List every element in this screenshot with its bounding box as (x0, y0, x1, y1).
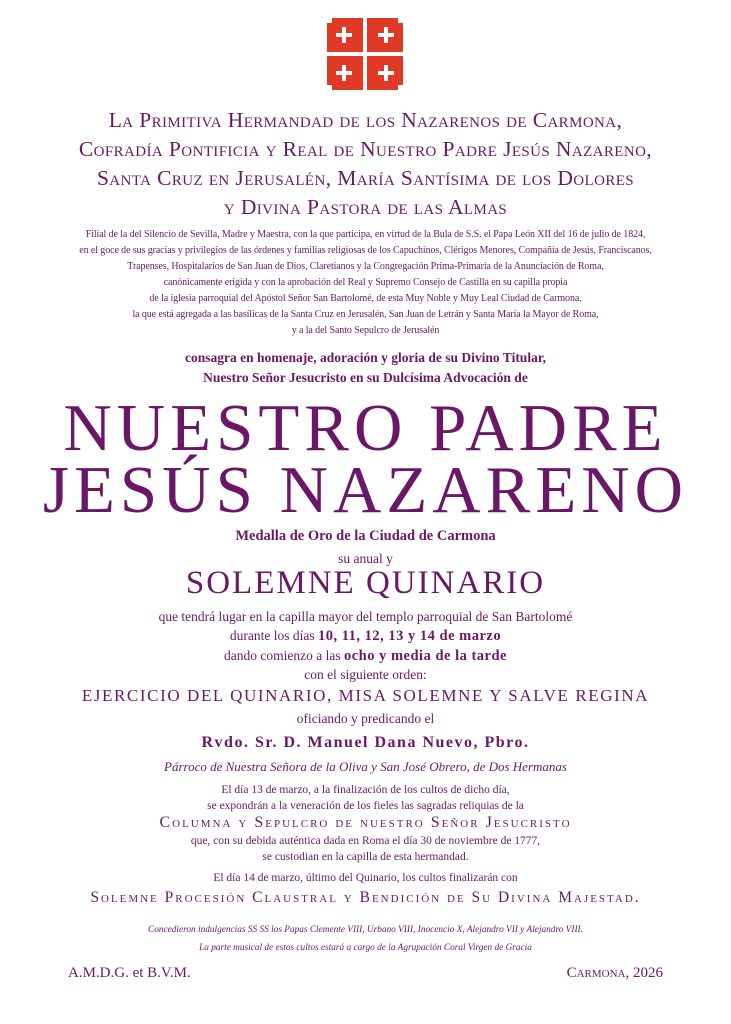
filial-line: canónicamente erigida y con la aprobación del Real y Supremo Consejo de Castilla en su capilla propia (163, 277, 568, 288)
dias-line (0, 627, 731, 645)
dias-prefix: durante los días (229, 628, 315, 643)
filial-line: la que está agregada a las basílicas de la Santa Cruz en Jerusalén, San Juan de Letrán y Santa María la Mayor de Roma, (132, 309, 599, 320)
jerusalem-cross-icon (327, 18, 403, 90)
orden: con el siguiente orden: (304, 667, 427, 682)
comienzo-line (0, 647, 731, 665)
comienzo-hora: ocho y media de la tarde (343, 648, 507, 664)
footer-left: A.M.D.G. et B.V.M. (68, 965, 191, 981)
quinario-title: SOLEMNE QUINARIO (185, 565, 546, 601)
oficiando: oficiando y predicando el (296, 711, 435, 726)
indulgencias: Concedieron indulgencias SS SS los Papas Clemente VIII, Urbano VIII, Inocencio X, Alejandro VII y Alejandro VIII. (148, 925, 583, 935)
header-line-3: Santa Cruz en Jerusalén, María Santísima de los Dolores (96, 166, 635, 190)
dias-fechas: 10, 11, 12, 13 y 14 de marzo (317, 628, 502, 644)
musica: La parte musical de estos cultos estará a cargo de la Agrupación Coral Virgen de Gracia (199, 943, 532, 953)
filial-line: de la iglesia parroquial del Apóstol Señor San Bartolomé, de esta Muy Noble y Muy Leal Ciudad de Carmona, (149, 293, 582, 304)
consagra-line-1: consagra en homenaje, adoración y gloria de su Divino Titular, (185, 350, 546, 365)
medalla: Medalla de Oro de la Ciudad de Carmona (235, 528, 496, 544)
titular-line-1: NUESTRO PADRE (63, 391, 668, 465)
parroco: Párroco de Nuestra Señora de la Oliva y San José Obrero, de Dos Hermanas (164, 759, 567, 774)
footer-right: Carmona, 2026 (566, 965, 663, 981)
header-line-2: Cofradía Pontificia y Real de Nuestro Padre Jesús Nazareno, (78, 137, 653, 161)
ultimo: El día 14 de marzo, último del Quinario, los cultos finalizarán con (213, 872, 518, 884)
filial-line: Trapenses, Hospitalarios de San Juan de Dios, Claretianos y la Congregación Prima-Primaria de la Anunciación de Roma, (127, 261, 604, 272)
lugar: que tendrá lugar en la capilla mayor del templo parroquial de San Bartolomé (158, 609, 573, 624)
header-line-4: y Divina Pastora de las Almas (223, 195, 508, 219)
autentica-line-1: que, con su debida auténtica dada en Roma el día 30 de noviembre de 1777, (190, 835, 541, 847)
reliquias-line-1: El día 13 de marzo, a la finalización de los cultos de dicho día, (221, 784, 510, 796)
su-anual: su anual y (338, 551, 393, 566)
predicador: Rvdo. Sr. D. Manuel Dana Nuevo, Pbro. (201, 734, 530, 751)
filial-line: y a la del Santo Sepulcro de Jerusalén (291, 325, 440, 336)
reliquias-line-2: se expondrán a la veneración de los fieles las sagradas reliquias de la (207, 800, 524, 812)
filial-line: Filial de la del Silencio de Sevilla, Madre y Maestra, con la que participa, en virtud de la Bula de S.S. el Papa León XII del 16 de julio de 1824, (85, 229, 646, 240)
filial-line: en el goce de sus gracias y privilegios de las órdenes y familias religiosas de los Capuchinos, Clérigos Menores, Compañía de Jesús, Franciscanos, (79, 245, 652, 256)
consagra-line-2: Nuestro Señor Jesucristo en su Dulcísima Advocación de (203, 370, 528, 385)
autentica-line-2: se custodian en la capilla de esta hermandad. (262, 851, 469, 863)
comienzo-prefix: dando comienzo a las (224, 648, 341, 663)
procesion: Solemne Procesión Claustral y Bendición de Su Divina Majestad. (90, 889, 641, 906)
ejercicio: EJERCICIO DEL QUINARIO, MISA SOLEMNE Y SALVE REGINA (81, 686, 650, 705)
titular-line-2: JESÚS NAZARENO (42, 453, 689, 527)
header-line-1: La Primitiva Hermandad de los Nazarenos de Carmona, (108, 108, 623, 132)
columna: Columna y Sepulcro de nuestro Señor Jesucristo (159, 814, 572, 831)
